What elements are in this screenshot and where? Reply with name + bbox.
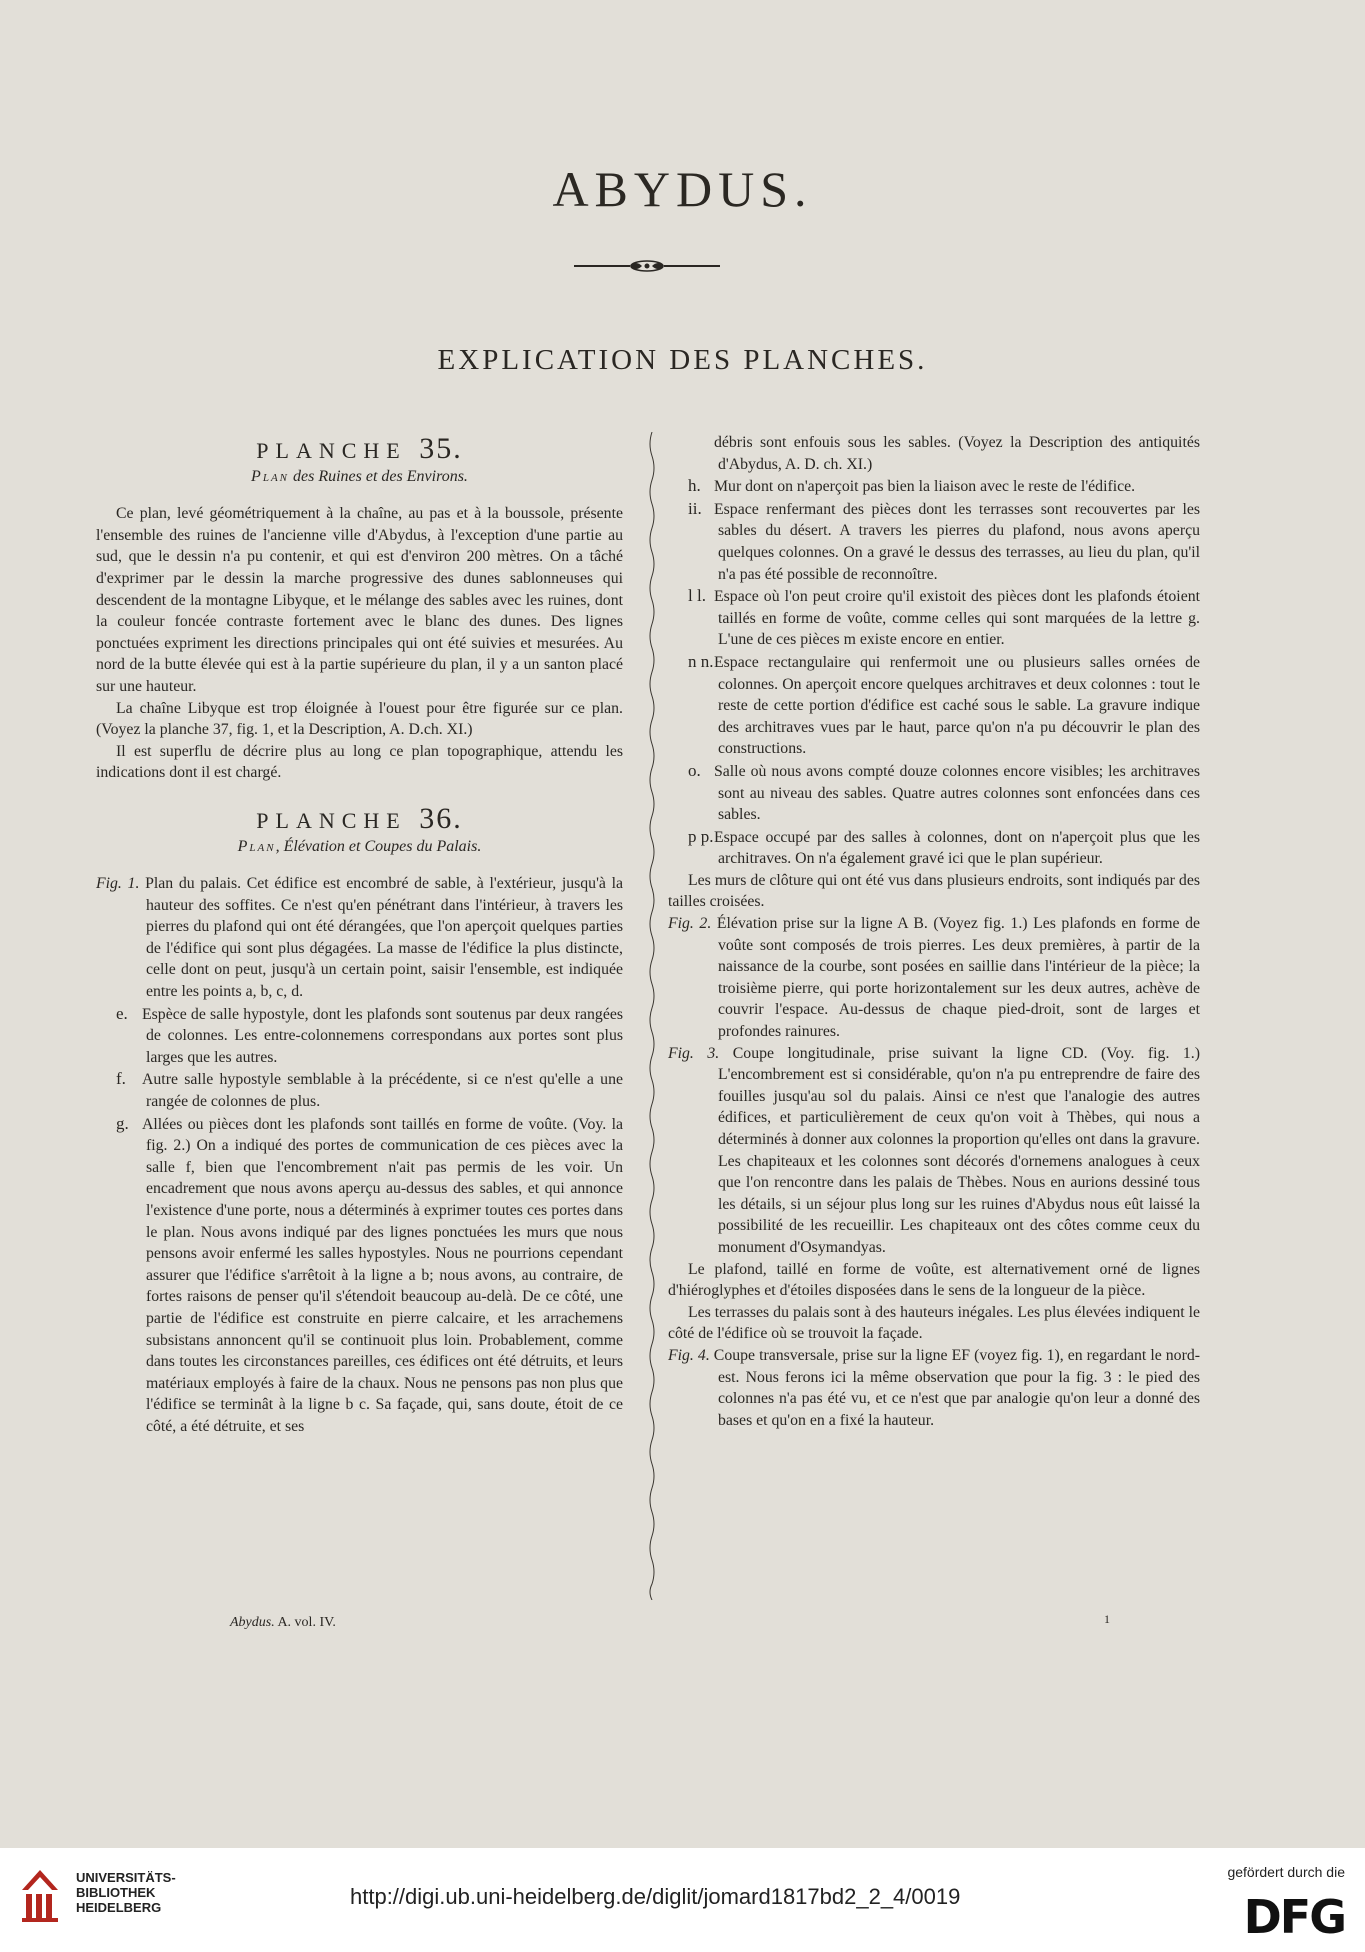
figure-entry: Fig. 1. Plan du palais. Cet édifice est encombré de sable, à l'extérieur, jusqu'à la hauteur des soffites. Ce n'est qu'en pénétrant dans l'intérieur, à travers les pierres du plafond qui ont été dérangées, que l'on aperçoit quelques parties de l'édifice qui sont plus dégagées. La masse de l'édifice la plus distincte, celle dont on peut, jusqu'à un certain point, saisir l'ensemble, est indiquée entre les points a, b, c, d. bbox=[96, 875, 623, 1001]
legend-entry: g. Allées ou pièces dont les plafonds sont taillés en forme de voûte. (Voy. la fig. 2.) On a indiqué des portes de communication de ces pièces avec la salle f, bien que l'encombrement n'ait pas permis de les voir. Un encadrement que nous avons aperçu au-dessus des sables, et qui annonce l'existence d'une porte, nous a déterminés à exprimer toutes ces portes dans le plan. Nous avons indiqué par des lignes ponctuées les murs que nous pensons avoir enfermé les salles hypostyles. Nous ne pourrions cependant assurer que l'édifice s'arrêtoit à la ligne a b; nous avons, au contraire, de fortes raisons de penser qu'il s'étendoit beaucoup au-delà. De ce côté, une partie de l'édifice est construite en pierre calcaire, et les arrachemens subsistans annoncent qu'il se continuoit plus loin. Probablement, comme dans toutes les circonstances pareilles, ces édifices ont été détruits, et leurs matériaux employés à faire de la chaux. Nous ne pensons pas non plus que l'édifice se terminât à la ligne b c. Sa façade, qui, sans doute, étoit de ce côté, a été détruite, et ses bbox=[116, 1113, 623, 1435]
page-number: 1 bbox=[1104, 1612, 1110, 1626]
figure-entry: Fig. 3. Coupe longitudinale, prise suivant la ligne CD. (Voy. fig. 1.) L'encombrement est si considérable, qu'on n'a pu entreprendre de faire des fouilles jusqu'au sol du palais. Ainsi ce n'est que l'analogie des autres édifices, et particulièrement de ceux qu'on voit à Thèbes, qui nous a déterminés à donner aux colonnes la proportion qu'elles ont dans la gravure. Les chapiteaux et les colonnes sont décorés d'ornemens analogues à ceux que l'on rencontre dans les palais de Thèbes. Nous en aurions dessiné tous les détails, si un séjour plus long sur les ruines d'Abydus nous eût laissé la possibilité de les recueillir. Les chapiteaux ont des côtes comme ceux du monument d'Osymandyas. bbox=[668, 1044, 1201, 1256]
figure-entry: Fig. 2. Élévation prise sur la ligne A B. (Voyez fig. 1.) Les plafonds en forme de voûte sont composés de trois pierres. Les deux premières, à partir de la naissance de la courbe, sont posées en saillie dans l'intérieur de la pièce; la troisième pierre, qui porte horizontalement sur les deux autres, achève de couvrir l'espace. Au-dessus de chaque pied-droit, sont de larges et profondes rainures. bbox=[668, 915, 1201, 1041]
legend-entry: e. Espèce de salle hypostyle, dont les plafonds sont soutenus par deux rangées de colonnes. Les entre-colonnemens correspondans aux portes sont plus larges que les autres. bbox=[116, 1003, 623, 1066]
signature-mark: Abydus. A. vol. IV. bbox=[230, 1615, 336, 1630]
legend-entry: ii. Espace renfermant des pièces dont les terrasses sont recouvertes par les sables du désert. A travers les pierres du plafond, nous avons aperçu quelques colonnes. On a gravé le dessus des terrasses, au lieu du plan, qu'il n'a pas été possible de reconnoître. bbox=[688, 498, 1200, 583]
planche-36-heading: PLANCHE 36. bbox=[256, 801, 463, 835]
paragraph: Les terrasses du palais sont à des hauteurs inégales. Les plus élevées indiquent le côté de l'édifice où se trouvoit la façade. bbox=[668, 1303, 1200, 1343]
legend-entry: o. Salle où nous avons compté douze colonnes encore visibles; les architraves sont au niveau des sables. Quatre autres colonnes sont enfoncées dans ces sables. bbox=[688, 760, 1200, 824]
legend-entry: n n.Espace rectangulaire qui renfermoit une ou plusieurs salles ornées de colonnes. On aperçoit encore quelques architraves et deux colonnes : tout le reste de cette portion d'édifice est caché sous le sable. La gravure indique des architraves vues par le haut, parce qu'on n'a pu découvrir le plan des constructions. bbox=[688, 651, 1200, 758]
library-footer-bar bbox=[0, 1848, 1365, 1952]
university-library-logo-icon[interactable] bbox=[18, 1864, 64, 1924]
legend-entry: l l. Espace où l'on peut croire qu'il existoit des pièces dont les plafonds étoient taillés en forme de voûte, comme celles qui sont marquées de la lettre g. L'une de ces pièces m existe encore en entier. bbox=[688, 586, 1200, 649]
permalink-url[interactable]: http://digi.ub.uni-heidelberg.de/diglit/jomard1817bd2_2_4/0019 bbox=[350, 1884, 961, 1909]
planche-35-subtitle: Plan des Ruines et des Environs. bbox=[251, 467, 468, 485]
legend-entry: h. Mur dont on n'aperçoit pas bien la liaison avec le reste de l'édifice. bbox=[688, 476, 1136, 496]
dfg-logo[interactable]: DFG bbox=[1243, 1890, 1345, 1944]
section-subtitle: EXPLICATION DES PLANCHES. bbox=[437, 344, 928, 376]
library-name[interactable]: UNIVERSITÄTS- BIBLIOTHEK HEIDELBERG bbox=[76, 1870, 176, 1915]
paragraph: Il est superflu de décrire plus au long ce plan topographique, attendu les indications dont il est chargé. bbox=[96, 742, 623, 782]
ornament-divider bbox=[572, 256, 722, 276]
left-column bbox=[96, 432, 623, 1438]
page-title: ABYDUS. bbox=[552, 161, 813, 217]
column-divider bbox=[645, 432, 659, 1600]
paragraph: Ce plan, levé géométriquement à la chaîne, au pas et à la boussole, présente l'ensemble des ruines de l'ancienne ville d'Abydus, à l'exception d'une partie au sud, que le dessin n'a pu contenir, et qui est d'environ 200 mètres. On a tâché d'exprimer par le dessin la marche progressive des dunes sablonneuses qui descendent de la montagne Libyque, et le mélange des sables avec les ruines, dont la couleur foncée contraste fortement avec le blanc des dunes. Des lignes ponctuées expriment les directions principales qui ont été suivies et mesurées. Au nord de la butte élevée qui est à la partie supérieure du plan, il y a un santon placé sur une hauteur. bbox=[96, 505, 623, 695]
figure-entry: Fig. 4. Coupe transversale, prise sur la ligne EF (voyez fig. 1), en regardant le nord-est. Nous ferons ici la même observation que pour la fig. 3 : le pied des colonnes n'a pas été vu, et ce n'est que par analogie qu'on leur a donné des bases et qu'on en a fixé la hauteur. bbox=[668, 1346, 1200, 1429]
legend-entry: p p.Espace occupé par des salles à colonnes, dont on n'aperçoit plus que les architraves. On n'a également gravé ici que le plan supérieur. bbox=[688, 826, 1200, 868]
planche-36-subtitle: Plan, Élévation et Coupes du Palais. bbox=[237, 837, 482, 855]
continued-text: débris sont enfouis sous les sables. (Voyez la Description des antiquités d'Abydus, A. D. ch. XI.) bbox=[714, 434, 1200, 473]
planche-35-heading: PLANCHE 35. bbox=[256, 432, 463, 465]
paragraph: Les murs de clôture qui ont été vus dans plusieurs endroits, sont indiqués par des tailles croisées. bbox=[668, 871, 1200, 911]
funding-label: gefördert durch die bbox=[1227, 1864, 1345, 1880]
paragraph: Le plafond, taillé en forme de voûte, est alternativement orné de lignes d'hiéroglyphes et d'étoiles disposées dans le sens de la longueur de la pièce. bbox=[668, 1260, 1200, 1300]
paragraph: La chaîne Libyque est trop éloignée à l'ouest pour être figurée sur ce plan. (Voyez la planche 37, fig. 1, et la Description, A. D.ch. XI.) bbox=[96, 699, 623, 739]
right-column bbox=[668, 432, 1200, 1431]
legend-entry: f. Autre salle hypostyle semblable à la précédente, si ce n'est qu'elle a une rangée de colonnes de plus. bbox=[116, 1069, 623, 1111]
